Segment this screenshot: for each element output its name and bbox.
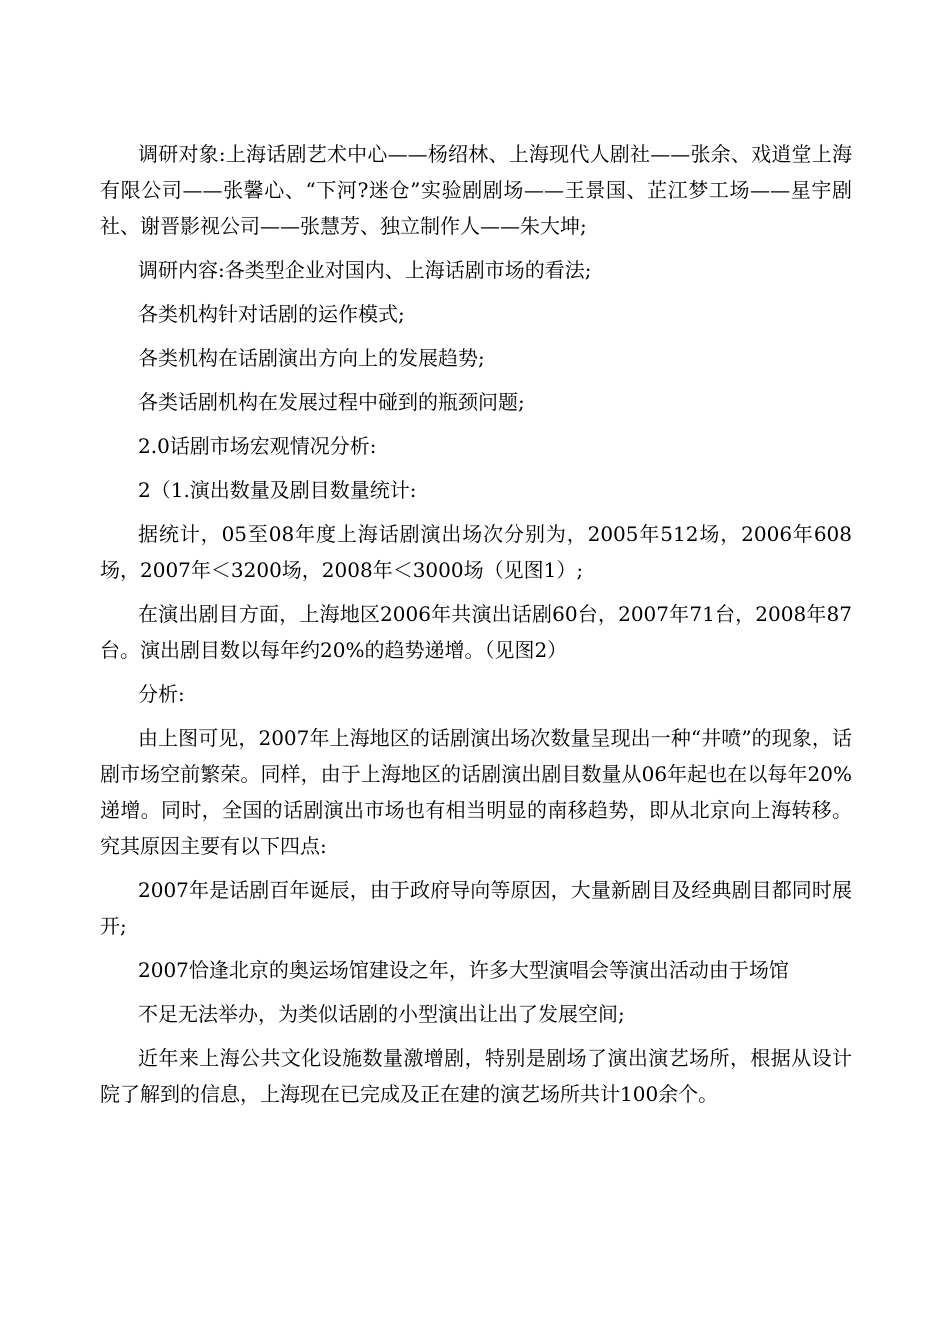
paragraph-repertoire-count: 在演出剧目方面，上海地区2006年共演出话剧60台，2007年71台，2008年87台。演出剧目数以每年约20%的趋势递增。（见图2） xyxy=(100,602,852,662)
paragraph-performance-count: 据统计，05至08年度上海话剧演出场次分别为，2005年512场，2006年608场，2007年＜3200场，2008年＜3000场（见图1）; xyxy=(100,522,852,582)
paragraph-development-trend: 各类机构在话剧演出方向上的发展趋势; xyxy=(138,346,485,370)
subsection-heading-statistics: 2（1.演出数量及剧目数量统计: xyxy=(138,478,417,502)
paragraph-reason-2-continued: 不足无法举办，为类似话剧的小型演出让出了发展空间; xyxy=(138,1002,625,1026)
paragraph-reason-1: 2007年是话剧百年诞辰，由于政府导向等原因，大量新剧目及经典剧目都同时展开; xyxy=(100,878,852,938)
paragraph-analysis-body: 由上图可见，2007年上海地区的话剧演出场次数量呈现出一种“井喷”的现象，话剧市场空前繁荣。同样，由于上海地区的话剧演出剧目数量从06年起也在以每年20%递增。同时，全国的话剧演出市场也有相当明显的南移趋势，即从北京向上海转移。究其原因主要有以下四点: xyxy=(100,726,852,858)
paragraph-analysis-label: 分析: xyxy=(138,682,185,706)
paragraph-research-content: 调研内容:各类型企业对国内、上海话剧市场的看法; xyxy=(138,258,592,282)
paragraph-reason-3: 近年来上海公共文化设施数量激增剧，特别是剧场了演出演艺场所，根据从设计院了解到的信息，上海现在已完成及正在建的演艺场所共计100余个。 xyxy=(100,1046,852,1106)
paragraph-operation-mode: 各类机构针对话剧的运作模式; xyxy=(138,302,405,326)
document-body xyxy=(100,136,852,1120)
paragraph-reason-2: 2007恰逢北京的奥运场馆建设之年，许多大型演唱会等演出活动由于场馆 xyxy=(138,958,789,982)
paragraph-bottleneck: 各类话剧机构在发展过程中碰到的瓶颈问题; xyxy=(138,390,525,414)
paragraph-research-subjects: 调研对象:上海话剧艺术中心——杨绍林、上海现代人剧社——张余、戏逍堂上海有限公司——张馨心、“下河?迷仓”实验剧剧场——王景国、芷江梦工场——星宇剧社、谢晋影视公司——张慧芳、独立制作人——朱大坤; xyxy=(100,142,852,238)
section-heading-macro-analysis: 2.0话剧市场宏观情况分析: xyxy=(138,434,377,458)
